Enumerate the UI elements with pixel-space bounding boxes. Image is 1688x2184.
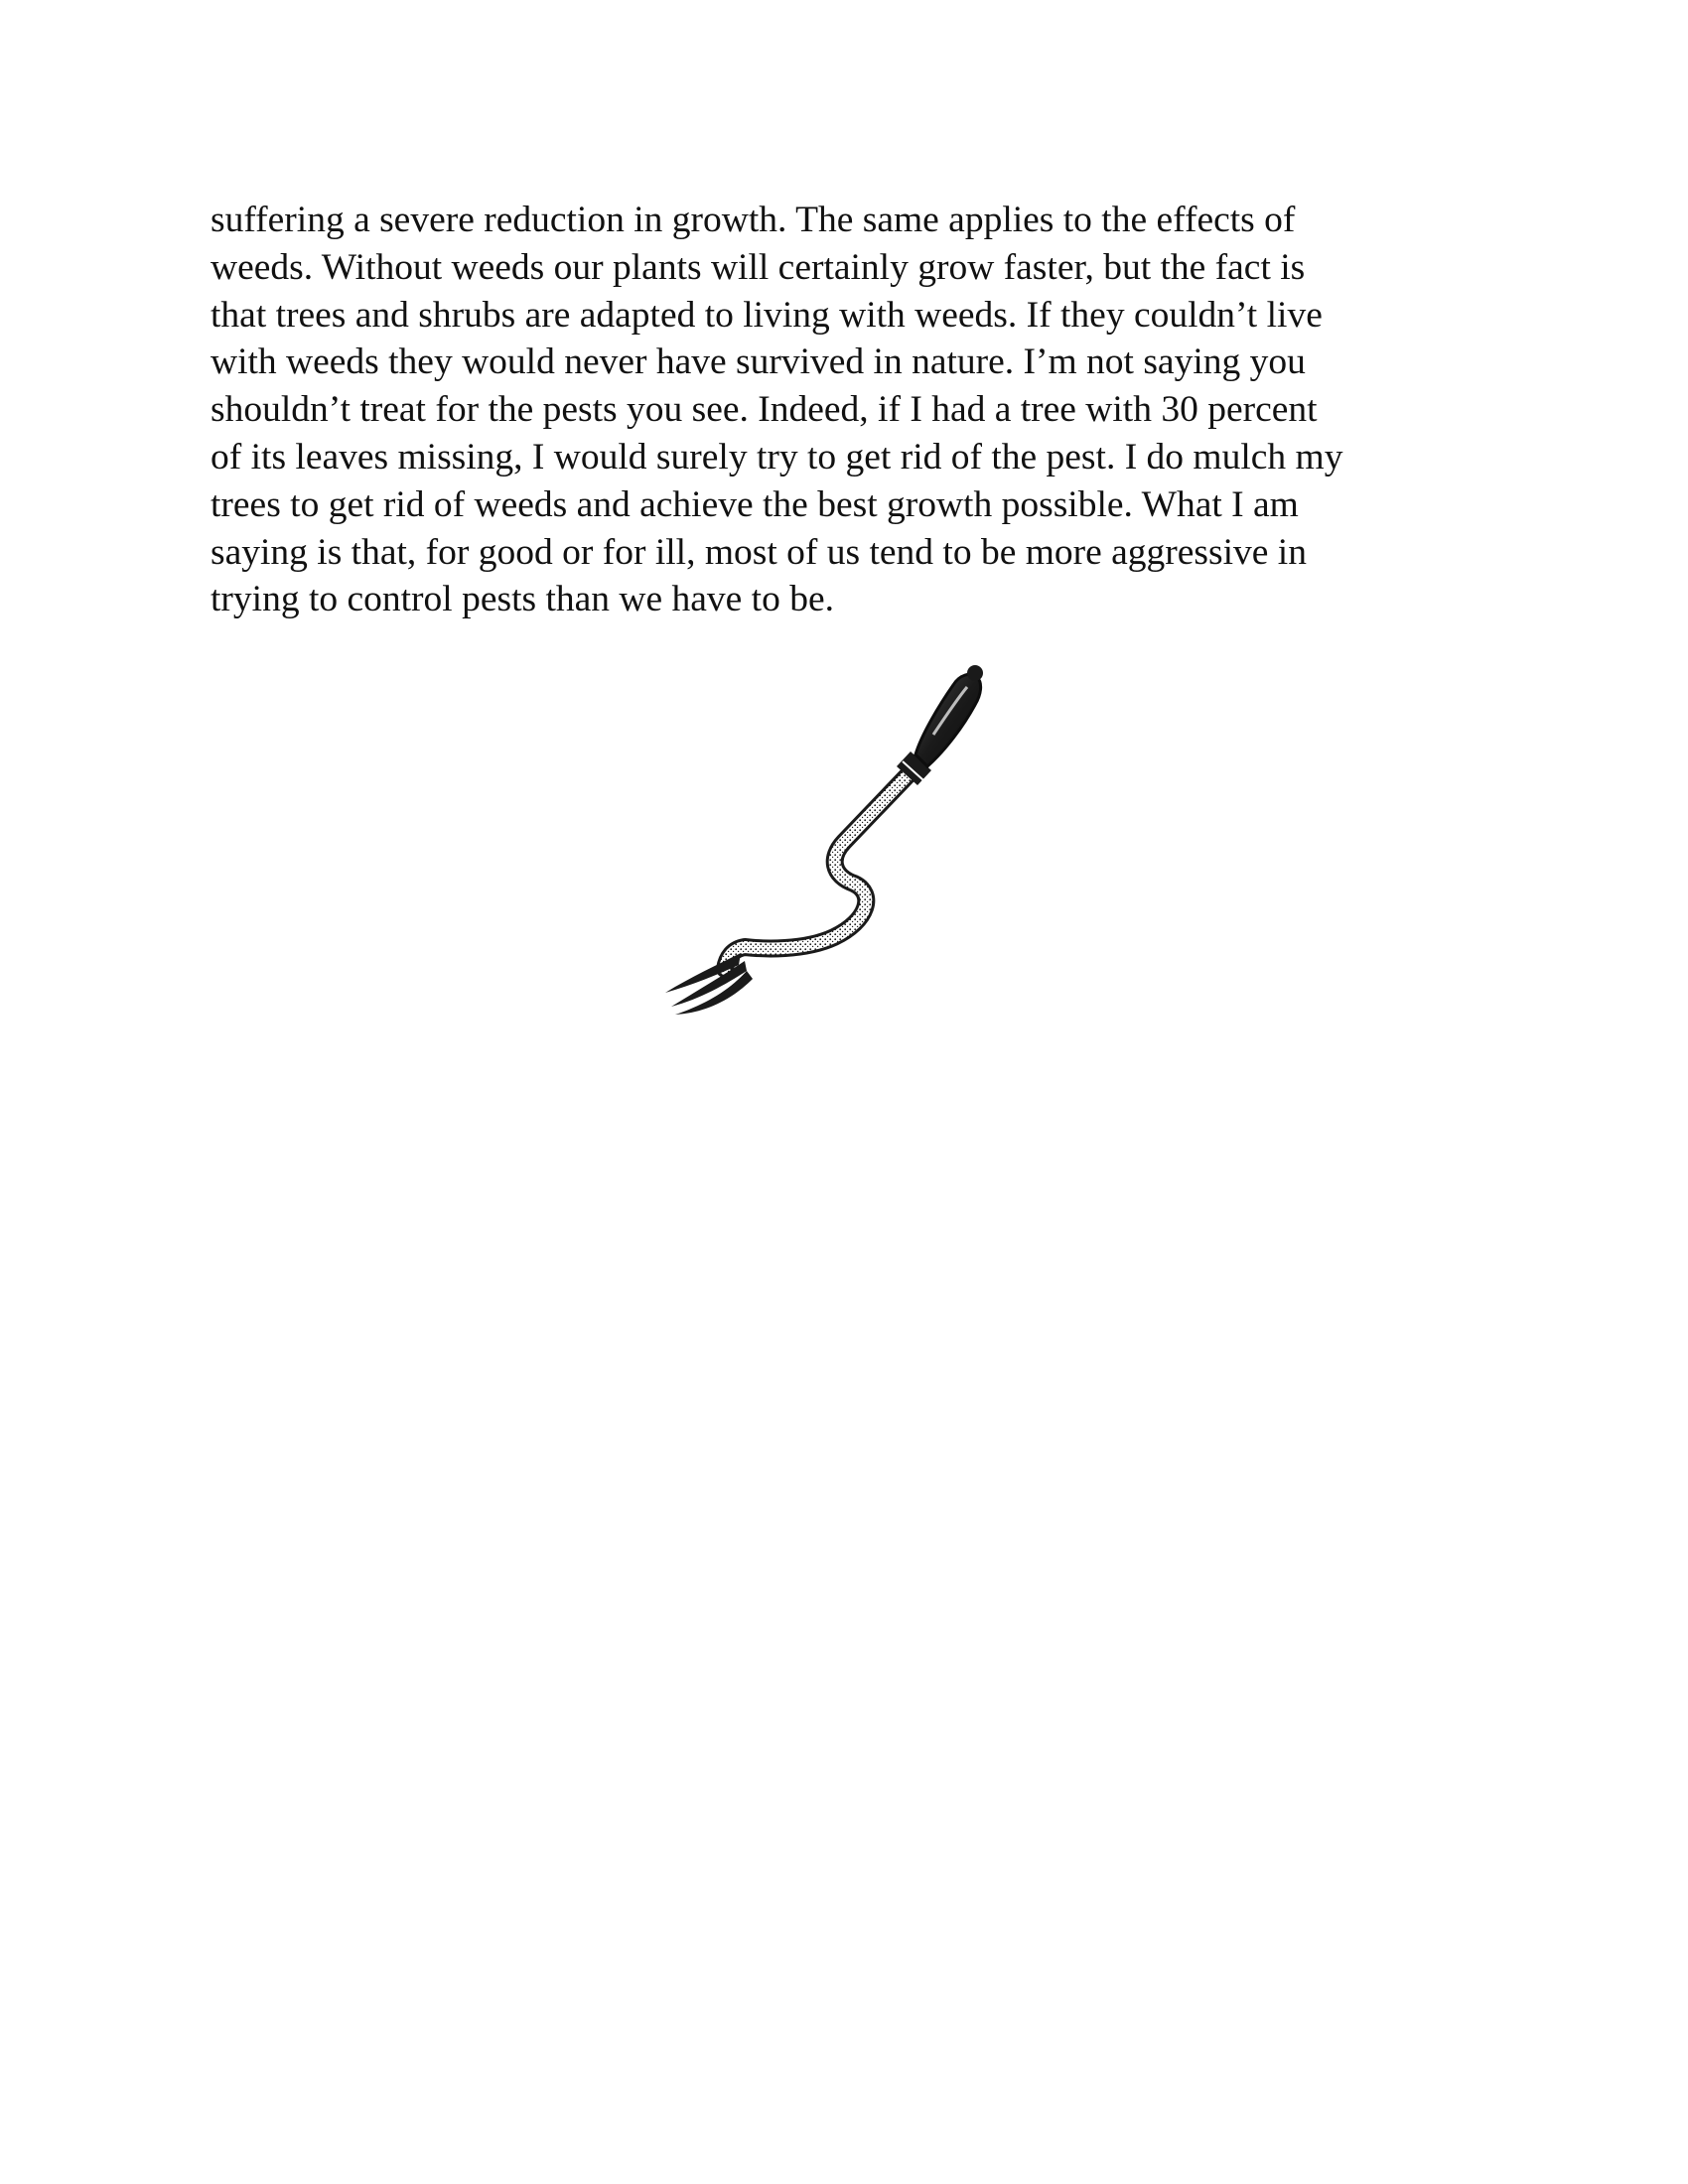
hand-weeder-icon xyxy=(655,655,1033,1032)
body-paragraph xyxy=(211,197,1501,623)
paragraph-line-6: of its leaves missing, I would surely try to get rid of the pest. I do mulch my xyxy=(211,436,1343,478)
paragraph-line-8: saying is that, for good or for ill, most of us tend to be more aggressive in xyxy=(211,531,1307,573)
paragraph-line-3: that trees and shrubs are adapted to living with weeds. If they couldn’t live xyxy=(211,294,1323,336)
paragraph-line-1: suffering a severe reduction in growth. The same applies to the effects of xyxy=(211,200,1296,240)
weeder-handle-knob xyxy=(967,665,983,681)
paragraph-line-9: trying to control pests than we have to be. xyxy=(211,579,834,620)
hand-weeder-illustration xyxy=(655,655,1033,1032)
paragraph-line-5: shouldn’t treat for the pests you see. Indeed, if I had a tree with 30 percent xyxy=(211,389,1318,431)
paragraph-line-7: trees to get rid of weeds and achieve the best growth possible. What I am xyxy=(211,483,1299,525)
weeder-handle xyxy=(915,674,981,766)
paragraph-line-2: weeds. Without weeds our plants will certainly grow faster, but the fact is xyxy=(211,246,1306,288)
paragraph-line-4: with weeds they would never have survived in nature. I’m not saying you xyxy=(211,341,1306,383)
weeder-tine-lower xyxy=(675,971,753,1015)
